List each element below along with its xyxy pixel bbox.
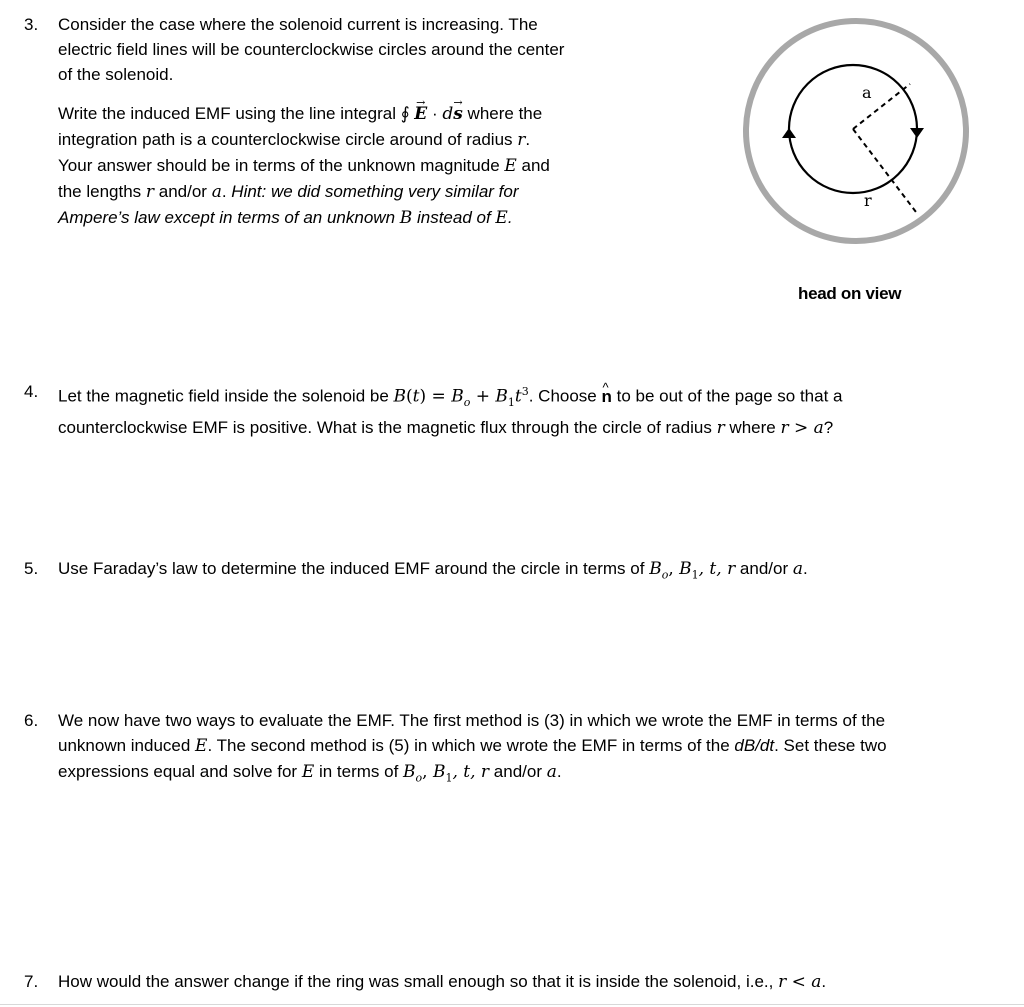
q3-line-2: integration path is a counterclockwise circle around of radius r.: [58, 130, 531, 150]
q6-line-3: expressions equal and solve for E in terms of $B_o$, $B_1$, t, r and/or a.: [58, 762, 562, 785]
question-3-instructions: [58, 101, 658, 231]
label-r: r: [864, 191, 872, 210]
q4-line-2: counterclockwise EMF is positive. What is the magnetic flux through the circle of radius r where r > a?: [58, 418, 834, 439]
question-7-number: 7.: [24, 972, 39, 991]
solenoid-head-on-figure: [740, 18, 972, 246]
question-5-number: 5.: [24, 559, 39, 578]
q3-line-5: Ampere’s law except in terms of an unknown B instead of E.: [58, 208, 513, 228]
q3-line-4: the lengths r and/or a. Hint: we did something very similar for: [58, 182, 519, 202]
question-4-text: [58, 379, 1008, 441]
question-3-intro-line-1: Consider the case where the solenoid current is increasing. The: [58, 15, 538, 34]
radius-r-line: [853, 129, 916, 212]
n-hat: ^ n: [601, 384, 611, 409]
solenoid-outer-circle: [746, 21, 966, 241]
vector-E: → E: [414, 102, 427, 127]
question-4-number: 4.: [24, 382, 39, 401]
question-7-text: How would the answer change if the ring was small enough so that it is inside the solenoid, i.e., r < a.: [58, 972, 827, 992]
question-3-intro: [58, 12, 658, 87]
question-5-text: Use Faraday’s law to determine the induced EMF around the circle in terms of $B_o$, $B_1$, t, r and/or a.: [58, 559, 808, 582]
question-6-number: 6.: [24, 711, 39, 730]
question-3-number: 3.: [24, 15, 39, 34]
question-6-text: [58, 708, 1013, 790]
right-arrow-head: [910, 128, 924, 138]
q4-line-1: Let the magnetic field inside the solenoid be $B(t) = B_o + B_1t^3$. Choose ^ n to be out of the page so that a: [58, 379, 1008, 415]
left-arrow-head: [782, 128, 796, 138]
figure-caption: head on view: [798, 284, 902, 303]
question-3-intro-line-2: electric field lines will be counterclockwise circles around the center: [58, 40, 565, 59]
question-3-intro-line-3: of the solenoid.: [58, 65, 174, 84]
q6-line-1: We now have two ways to evaluate the EMF. The first method is (3) in which we wrote the EMF in terms of the: [58, 711, 886, 730]
label-a: a: [862, 83, 872, 102]
q3-line-1: Write the induced EMF using the line integral ∮ → E · d→ s where the: [58, 101, 658, 127]
page-bottom-rule: [0, 1004, 1024, 1005]
q3-hint: Hint: we did something very similar for: [231, 182, 519, 201]
q6-line-2: unknown induced E. The second method is (5) in which we wrote the EMF in terms of the dB/dt. Set these two: [58, 736, 887, 756]
q3-line-3: Your answer should be in terms of the unknown magnitude E and: [58, 156, 550, 176]
vector-s: → s: [453, 102, 463, 127]
